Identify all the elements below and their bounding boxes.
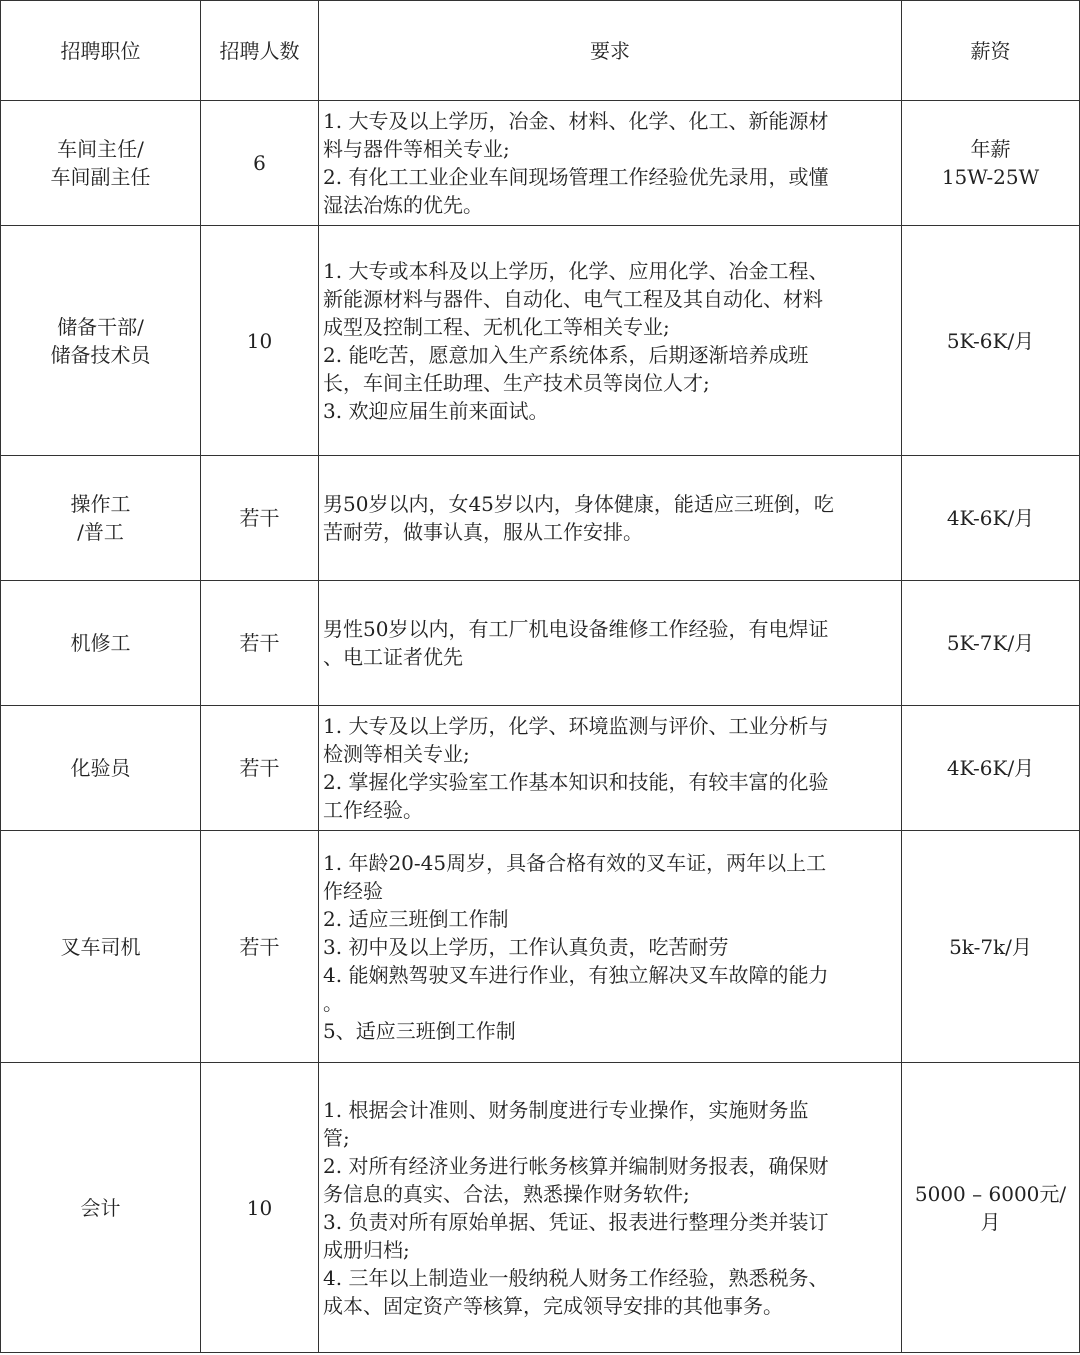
requirement-line: 男性50岁以内，有工厂机电设备维修工作经验，有电焊证 [323, 617, 829, 641]
position-line: 车间主任/ [57, 137, 144, 161]
header-position: 招聘职位 [1, 1, 201, 101]
requirements-cell [319, 706, 902, 831]
salary-cell [902, 831, 1080, 1063]
salary-line: 4K-6K/月 [946, 756, 1035, 780]
requirements-cell [319, 226, 902, 456]
requirement-line: 务信息的真实、合法，熟悉操作财务软件; [323, 1181, 690, 1206]
requirement-line: 1. 根据会计准则、财务制度进行专业操作，实施财务监 [323, 1097, 809, 1122]
requirement-line: 成本、固定资产等核算，完成领导安排的其他事务。 [323, 1293, 783, 1318]
count-cell: 若干 [201, 831, 319, 1063]
salary-line: 5k-7k/月 [949, 934, 1032, 959]
requirement-line: 新能源材料与器件、自动化、电气工程及其自动化、材料 [323, 286, 823, 311]
requirement-line: 1. 大专或本科及以上学历，化学、应用化学、冶金工程、 [323, 258, 829, 283]
position-line: /普工 [77, 520, 124, 544]
salary-cell [902, 581, 1080, 706]
salary-cell [902, 1063, 1080, 1353]
count-cell: 10 [201, 226, 319, 456]
requirement-line: 成册归档; [323, 1237, 410, 1262]
requirement-line: 2. 有化工工业企业车间现场管理工作经验优先录用，或懂 [323, 165, 829, 189]
position-line: 车间副主任 [50, 165, 151, 189]
position-line: 操作工 [70, 492, 131, 516]
requirement-line: 、电工证者优先 [323, 645, 463, 669]
requirement-line: 工作经验。 [323, 798, 423, 822]
requirements-cell [319, 831, 902, 1063]
salary-cell [902, 456, 1080, 581]
count-cell: 若干 [201, 581, 319, 706]
requirement-line: 管; [323, 1125, 350, 1150]
position-cell [1, 101, 201, 226]
salary-line: 年薪 [970, 137, 1011, 161]
position-line: 储备干部/ [57, 314, 144, 339]
requirements-cell [319, 1063, 902, 1353]
requirement-line: 3. 初中及以上学历，工作认真负责，吃苦耐劳 [323, 934, 729, 959]
position-line: 叉车司机 [60, 934, 141, 959]
requirement-line: 料与器件等相关专业; [323, 137, 510, 161]
table-row [1, 456, 1080, 581]
count-cell: 若干 [201, 456, 319, 581]
salary-line: 15W-25W [941, 165, 1040, 189]
header-requirements: 要求 [319, 1, 902, 101]
requirements-cell [319, 101, 902, 226]
requirement-line: 2. 能吃苦，愿意加入生产系统体系，后期逐渐培养成班 [323, 342, 809, 367]
table-row [1, 101, 1080, 226]
count-cell: 10 [201, 1063, 319, 1353]
requirement-line: 2. 适应三班倒工作制 [323, 906, 509, 931]
requirement-line: 苦耐劳，做事认真，服从工作安排。 [323, 520, 643, 544]
requirement-line: 湿法冶炼的优先。 [323, 193, 483, 217]
table-row [1, 226, 1080, 456]
position-cell [1, 1063, 201, 1353]
requirements-cell [319, 456, 902, 581]
position-cell [1, 456, 201, 581]
salary-line: 月 [980, 1209, 1001, 1234]
requirement-line: 4. 三年以上制造业一般纳税人财务工作经验，熟悉税务、 [323, 1265, 829, 1290]
position-line: 化验员 [70, 756, 131, 780]
salary-line: 5K-6K/月 [946, 328, 1035, 353]
salary-line: 5000 – 6000元/ [914, 1181, 1067, 1206]
header-count: 招聘人数 [201, 1, 319, 101]
requirement-line: 2. 对所有经济业务进行帐务核算并编制财务报表，确保财 [323, 1153, 829, 1178]
count-cell: 6 [201, 101, 319, 226]
requirement-line: 男50岁以内，女45岁以内，身体健康，能适应三班倒，吃 [323, 492, 834, 516]
requirement-line: 2. 掌握化学实验室工作基本知识和技能，有较丰富的化验 [323, 770, 829, 794]
position-cell [1, 581, 201, 706]
requirement-line: 作经验 [323, 878, 383, 903]
table-row [1, 581, 1080, 706]
requirement-line: 1. 大专及以上学历，冶金、材料、化学、化工、新能源材 [323, 109, 829, 133]
table-row [1, 706, 1080, 831]
requirements-cell [319, 581, 902, 706]
position-line: 会计 [80, 1195, 121, 1220]
requirement-line: 1. 大专及以上学历，化学、环境监测与评价、工业分析与 [323, 714, 829, 738]
salary-line: 4K-6K/月 [946, 506, 1035, 530]
table-row [1, 831, 1080, 1063]
table-row [1, 1063, 1080, 1353]
header-row [1, 1, 1080, 101]
header-salary: 薪资 [902, 1, 1080, 101]
salary-cell [902, 226, 1080, 456]
count-cell: 若干 [201, 706, 319, 831]
position-cell [1, 831, 201, 1063]
position-cell [1, 226, 201, 456]
requirement-line: 4. 能娴熟驾驶叉车进行作业，有独立解决叉车故障的能力 [323, 962, 829, 987]
salary-line: 5K-7K/月 [946, 631, 1035, 655]
requirement-line: 3. 欢迎应届生前来面试。 [323, 398, 549, 423]
salary-cell [902, 101, 1080, 226]
requirement-line: 3. 负责对所有原始单据、凭证、报表进行整理分类并装订 [323, 1209, 829, 1234]
position-cell [1, 706, 201, 831]
requirement-line: 1. 年龄20-45周岁，具备合格有效的叉车证，两年以上工 [323, 850, 827, 875]
requirement-line: 。 [323, 990, 343, 1015]
requirement-line: 成型及控制工程、无机化工等相关专业; [323, 314, 670, 339]
salary-cell [902, 706, 1080, 831]
position-line: 储备技术员 [50, 342, 151, 367]
requirement-line: 检测等相关专业; [323, 742, 470, 766]
requirement-line: 5、适应三班倒工作制 [323, 1018, 516, 1043]
requirement-line: 长，车间主任助理、生产技术员等岗位人才; [323, 370, 710, 395]
position-line: 机修工 [70, 631, 131, 655]
